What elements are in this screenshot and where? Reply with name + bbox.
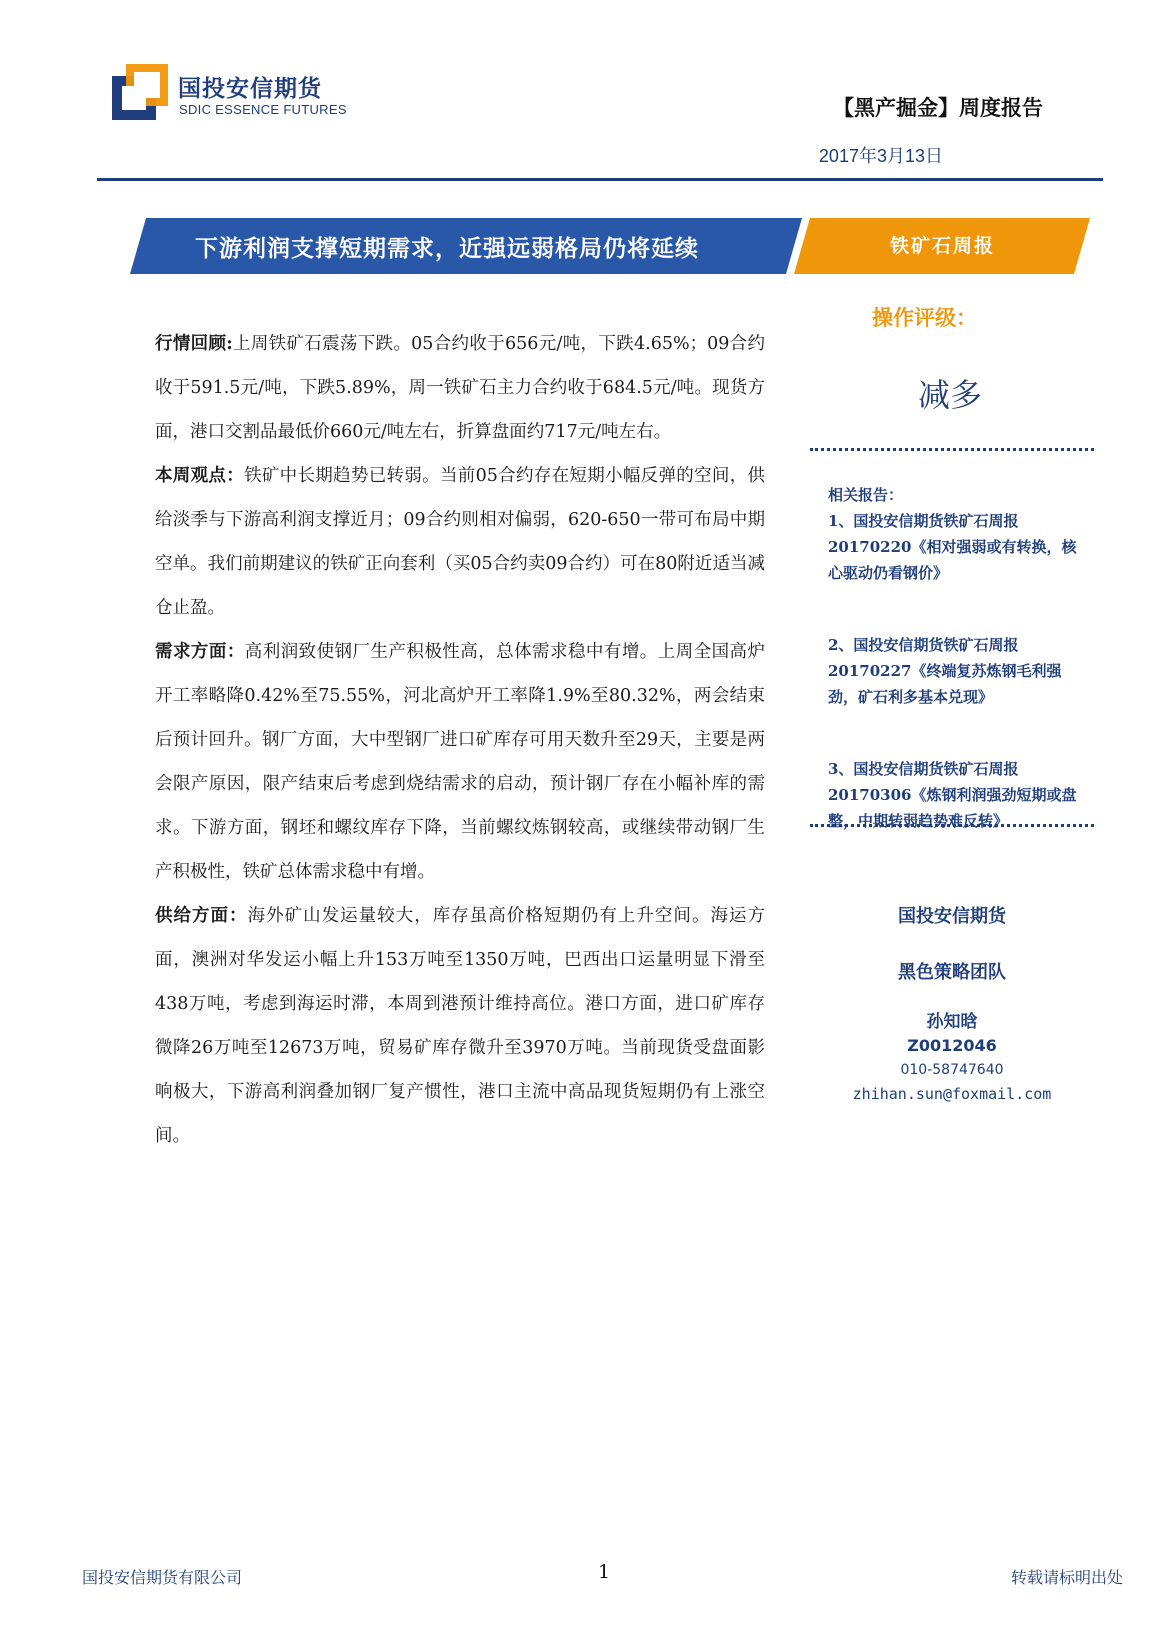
section-heading: 本周观点： <box>155 466 245 486</box>
related-reports <box>828 482 1090 880</box>
rating-label: 操作评级： <box>872 306 977 330</box>
section-heading: 行情回顾: <box>155 334 233 354</box>
section-heading: 供给方面： <box>155 906 248 926</box>
related-report-source: 2、国投安信期货铁矿石周报 <box>828 636 1019 654</box>
header-divider <box>97 178 1103 181</box>
report-category-tag: 铁矿石周报 <box>890 235 996 257</box>
report-date: 2017年3月13日 <box>818 146 943 166</box>
analyst-license-id: Z0012046 <box>907 1036 997 1055</box>
related-report-title: 20170306《炼钢利润强劲短期或盘整，中期转弱趋势难反转》 <box>828 786 1077 830</box>
logo-mark-icon <box>112 64 168 120</box>
related-report-source: 3、国投安信期货铁矿石周报 <box>828 760 1019 778</box>
related-report-item[interactable] <box>828 508 1090 586</box>
section-weekly-view <box>155 454 765 630</box>
related-report-item[interactable] <box>828 632 1090 710</box>
sidebar-divider-bottom <box>810 824 1094 827</box>
related-report-source: 1、国投安信期货铁矿石周报 <box>828 512 1019 530</box>
section-text: 铁矿中长期趋势已转弱。当前05合约存在短期小幅反弹的空间，供给淡季与下游高利润支撑近月；09合约则相对偏弱，620-650一带可布局中期空单。我们前期建议的铁矿正向套利（买05合约卖09合约）可在80附近适当减仓止盈。 <box>155 466 765 618</box>
related-report-title: 20170220《相对强弱或有转换，核心驱动仍看钢价》 <box>828 538 1077 582</box>
analyst-phone: 010-58747640 <box>900 1062 1004 1078</box>
sidebar-divider-top <box>810 448 1094 451</box>
section-heading: 需求方面： <box>155 642 245 662</box>
company-logo <box>112 64 347 124</box>
section-text: 高利润致使钢厂生产积极性高，总体需求稳中有增。上周全国高炉开工率略降0.42%至75.55%，河北高炉开工率降1.9%至80.32%，两会结束后预计回升。钢厂方面，大中型钢厂进口矿库存可用天数升至29天，主要是两会限产原因，限产结束后考虑到烧结需求的启动，预计钢厂存在小幅补库的需求。下游方面，钢坯和螺纹库存下降，当前螺纹炼钢较高，或继续带动钢厂生产积极性，铁矿总体需求稳中有增。 <box>155 642 766 882</box>
title-banner <box>130 218 1090 274</box>
contact-team: 黑色策略团队 <box>898 962 1006 983</box>
analyst-email-link[interactable]: zhihan.sun@foxmail.com <box>852 1085 1052 1103</box>
report-type: 【黑产掘金】周度报告 <box>833 95 1043 120</box>
footer-notice: 转载请标明出处 <box>1010 1568 1123 1587</box>
contact-organization: 国投安信期货 <box>898 906 1006 927</box>
section-supply <box>155 894 765 1158</box>
footer-company: 国投安信期货有限公司 <box>82 1568 243 1587</box>
related-report-title: 20170227《终端复苏炼钢毛利强劲，矿石利多基本兑现》 <box>828 662 1062 706</box>
rating-value: 减多 <box>918 376 983 414</box>
analyst-contact <box>810 902 1094 1106</box>
main-content <box>155 322 765 1158</box>
page-number: 1 <box>598 1561 611 1583</box>
section-demand <box>155 630 765 894</box>
logo-chinese-name: 国投安信期货 <box>178 76 322 102</box>
logo-english-name: SDIC ESSENCE FUTURES <box>179 102 347 117</box>
related-report-item[interactable] <box>828 756 1090 834</box>
report-title: 下游利润支撑短期需求，近强远弱格局仍将延续 <box>195 235 699 262</box>
section-market-review <box>155 322 765 454</box>
section-text: 上周铁矿石震荡下跌。05合约收于656元/吨，下跌4.65%；09合约收于591.5元/吨，下跌5.89%，周一铁矿石主力合约收于684.5元/吨。现货方面，港口交割品最低价660元/吨左右，折算盘面约717元/吨左右。 <box>155 334 765 442</box>
section-text: 海外矿山发运量较大，库存虽高价格短期仍有上升空间。海运方面，澳洲对华发运小幅上升153万吨至1350万吨，巴西出口运量明显下滑至438万吨，考虑到海运时滞，本周到港预计维持高位。港口方面，进口矿库存微降26万吨至12673万吨，贸易矿库存微升至3970万吨。当前现货受盘面影响极大，下游高利润叠加钢厂复产惯性，港口主流中高品现货短期仍有上涨空间。 <box>155 906 765 1146</box>
related-reports-title: 相关报告： <box>828 486 904 504</box>
analyst-name: 孙知晗 <box>926 1012 978 1032</box>
